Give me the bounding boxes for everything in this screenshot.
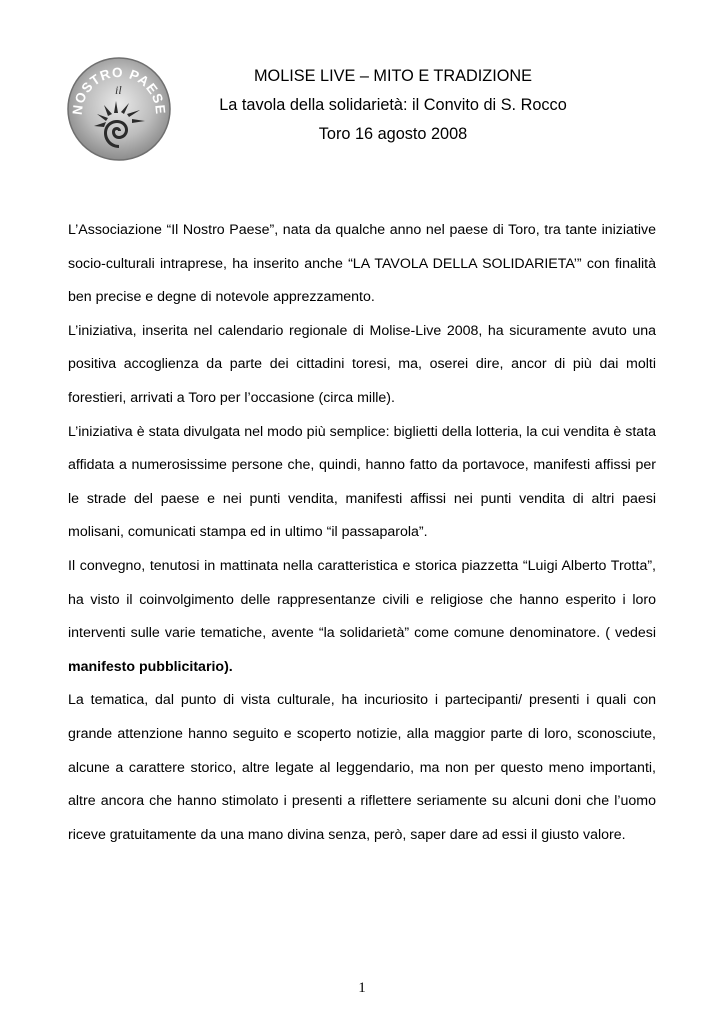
document-header (178, 62, 608, 149)
nostro-paese-logo-icon (66, 56, 172, 162)
header-subtitle: La tavola della solidarietà: il Convito di S. Rocco (219, 96, 567, 114)
document-body (68, 214, 656, 852)
convegno-bold-reference: manifesto pubblicitario). (68, 658, 233, 675)
paragraph-convegno (68, 550, 656, 684)
header-title: MOLISE LIVE – MITO E TRADIZIONE (253, 67, 533, 85)
convegno-text: Il convegno, tenutosi in mattinata nella caratteristica e storica piazzetta “Luigi Alberto Trotta”, ha visto il coinvolgimento delle rappresentanze civili e religiose che hanno esperito i loro interventi sulle varie tematiche, avente “la solidarietà” come comune denominatore. ( vedesi (68, 557, 656, 642)
nostro-paese-logo (66, 56, 172, 162)
logo-arc-text: NOSTRO PAESE (69, 64, 169, 116)
paragraph-tematica: La tematica, dal punto di vista culturale, ha incuriosito i partecipanti/ presenti i quali con grande attenzione hanno seguito e scoperto notizie, alla maggior parte di loro, sconosciute, alcune a carattere storico, altre legate al leggendario, ma non per questo meno importanti, altre ancora che hanno stimolato i presenti a riflettere seriamente su alcuni doni che l’uomo riceve gratuitamente da una mano divina senza, però, saper dare ad essi il giusto valore. (68, 692, 656, 843)
paragraph-associazione: L’Associazione “Il Nostro Paese”, nata da qualche anno nel paese di Toro, tra tante iniziative socio-culturali intraprese, ha inserito anche “LA TAVOLA DELLA SOLIDARIETA’” con finalità ben precise e degne di notevole apprezzamento. (68, 222, 656, 306)
paragraph-iniziativa: L’iniziativa, inserita nel calendario regionale di Molise-Live 2008, ha sicuramente avuto una positiva accoglienza da parte dei cittadini toresi, ma, oserei dire, ancor di più dai molti forestieri, arrivati a Toro per l’occasione (circa mille). (68, 322, 656, 406)
header-date: Toro 16 agosto 2008 (318, 125, 468, 143)
logo-inner-text: il (115, 83, 122, 97)
paragraph-divulgazione: L’iniziativa è stata divulgata nel modo più semplice: biglietti della lotteria, la cui vendita è stata affidata a numerosissime persone che, quindi, hanno fatto da portavoce, manifesti affissi per le strade del paese e nei punti vendita, manifesti affissi nei punti vendita di altri paesi molisani, comunicati stampa ed in ultimo “il passaparola”. (68, 423, 656, 541)
page-number: 1 (358, 980, 366, 996)
